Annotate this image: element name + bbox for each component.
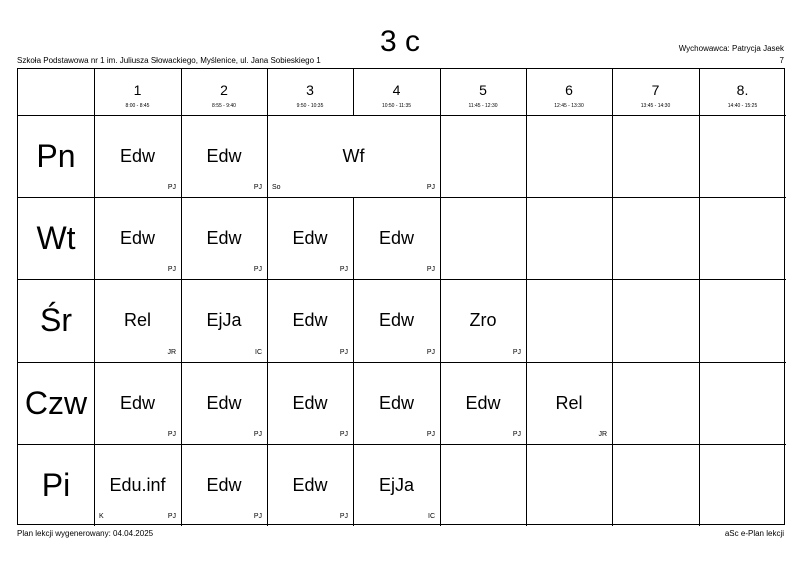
period-header-3 [267, 69, 353, 115]
lesson-subject: Wf [342, 145, 365, 166]
lesson-subject: Edw [465, 392, 501, 413]
grid-line-vertical [699, 197, 700, 279]
lesson-teacher: PJ [167, 513, 176, 520]
period-header-8 [699, 69, 786, 115]
period-number: 2 [220, 82, 228, 98]
lesson-teacher: PJ [512, 431, 521, 438]
grid-line-vertical [526, 115, 527, 197]
lesson-subject: Zro [469, 310, 497, 330]
lesson-cell[interactable] [94, 362, 181, 444]
lesson-teacher: IC [255, 349, 262, 356]
period-time: 14:40 - 15:25 [727, 103, 758, 109]
grid-line-vertical [181, 115, 182, 197]
grid-line-vertical [612, 362, 613, 444]
day-label: Pn [36, 137, 76, 174]
day-label-cell [18, 197, 94, 279]
day-label: Śr [40, 302, 72, 338]
software-credit: aSc e-Plan lekcji [724, 529, 784, 538]
grid-line-vertical [612, 69, 613, 115]
class-teacher: Wychowawca: Patrycja Jasek [678, 44, 784, 53]
day-label-cell [18, 279, 94, 362]
lesson-cell[interactable] [94, 115, 181, 197]
lesson-teacher: PJ [253, 266, 262, 273]
lesson-teacher: JR [167, 349, 176, 356]
grid-line-vertical [526, 279, 527, 362]
lesson-subject: Edw [206, 392, 242, 413]
lesson-cell[interactable] [181, 197, 267, 279]
grid-line-vertical [612, 115, 613, 197]
lesson-cell[interactable] [353, 362, 440, 444]
grid-line-vertical [440, 362, 441, 444]
grid-line-vertical [353, 279, 354, 362]
lesson-cell[interactable] [353, 279, 440, 362]
grid-line-vertical [440, 197, 441, 279]
period-time: 13:45 - 14:30 [640, 103, 671, 109]
grid-line-vertical [526, 197, 527, 279]
period-number: 4 [392, 82, 401, 98]
lesson-subject: Edw [119, 392, 155, 413]
grid-line-vertical [94, 115, 95, 197]
grid-line-horizontal [18, 444, 786, 445]
lesson-cell[interactable] [94, 444, 181, 526]
lesson-cell[interactable] [267, 279, 353, 362]
timetable-grid [17, 68, 785, 525]
grid-line-vertical [181, 279, 182, 362]
grid-line-vertical [94, 279, 95, 362]
grid-line-horizontal [18, 197, 786, 198]
lesson-subject: Edw [378, 392, 414, 413]
school-name: Szkoła Podstawowa nr 1 im. Juliusza Słowackiego, Myślenice, ul. Jana Sobieskiego 1 [17, 56, 321, 65]
lesson-subject: Edw [119, 145, 155, 166]
lesson-teacher: PJ [253, 184, 262, 191]
period-header-7 [612, 69, 699, 115]
grid-line-vertical [353, 197, 354, 279]
lesson-cell[interactable] [94, 197, 181, 279]
period-time: 8:00 - 8:45 [125, 103, 150, 109]
grid-line-vertical [181, 362, 182, 444]
grid-line-vertical [94, 69, 95, 115]
grid-line-vertical [267, 197, 268, 279]
period-number: 6 [565, 82, 573, 98]
lesson-teacher: PJ [253, 513, 262, 520]
grid-line-vertical [353, 69, 354, 115]
day-label-cell [18, 362, 94, 444]
lesson-subject: EjJa [378, 474, 414, 495]
period-number: 5 [479, 82, 487, 98]
grid-line-vertical [699, 279, 700, 362]
grid-line-vertical [181, 69, 182, 115]
lesson-cell[interactable] [353, 444, 440, 526]
grid-line-vertical [612, 279, 613, 362]
lesson-teacher: PJ [339, 266, 348, 273]
generated-date: Plan lekcji wygenerowany: 04.04.2025 [17, 529, 154, 538]
grid-line-vertical [94, 197, 95, 279]
day-label-cell [18, 115, 94, 197]
period-header-1 [94, 69, 181, 115]
period-header-4 [353, 69, 440, 115]
grid-line-vertical [699, 444, 700, 526]
grid-line-vertical [440, 115, 441, 197]
grid-line-vertical [526, 69, 527, 115]
lesson-subject: Edu.inf [109, 474, 166, 495]
grid-line-horizontal [18, 115, 786, 116]
period-time: 11:45 - 12:30 [468, 103, 498, 109]
grid-line-vertical [267, 362, 268, 444]
grid-line-vertical [94, 362, 95, 444]
class-title: 3 c [379, 25, 421, 58]
period-header-2 [181, 69, 267, 115]
page-number: 7 [779, 56, 784, 65]
period-header-6 [526, 69, 612, 115]
lesson-cell[interactable] [267, 197, 353, 279]
period-time: 8:55 - 9:40 [212, 103, 236, 109]
grid-line-vertical [526, 444, 527, 526]
grid-line-vertical [440, 444, 441, 526]
lesson-teacher: JR [598, 431, 607, 438]
lesson-teacher: PJ [339, 431, 348, 438]
grid-line-vertical [267, 279, 268, 362]
grid-line-vertical [440, 279, 441, 362]
grid-line-vertical [353, 444, 354, 526]
lesson-cell[interactable] [267, 115, 440, 197]
lesson-subject: Edw [206, 474, 242, 495]
lesson-teacher: PJ [167, 184, 176, 191]
lesson-teacher: PJ [167, 266, 176, 273]
period-time: 10:50 - 11:35 [381, 103, 412, 109]
period-header-5 [440, 69, 526, 115]
grid-line-vertical [612, 444, 613, 526]
lesson-subject: Edw [378, 310, 414, 330]
lesson-teacher: PJ [426, 431, 435, 438]
lesson-cell[interactable] [353, 197, 440, 279]
grid-line-horizontal [18, 279, 786, 280]
lesson-teacher: PJ [167, 431, 176, 438]
lesson-teacher: PJ [339, 513, 348, 520]
lesson-room: K [99, 513, 104, 520]
lesson-subject: Edw [292, 310, 328, 330]
lesson-teacher: PJ [512, 349, 521, 356]
lesson-cell[interactable] [181, 362, 267, 444]
lesson-subject: Edw [119, 227, 155, 248]
period-number: 1 [133, 82, 142, 98]
grid-line-vertical [526, 362, 527, 444]
day-label: Wt [36, 219, 76, 256]
lesson-cell[interactable] [181, 115, 267, 197]
lesson-cell[interactable] [267, 362, 353, 444]
day-label: Czw [24, 384, 88, 421]
period-number: 3 [306, 82, 314, 98]
grid-line-vertical [267, 69, 268, 115]
day-label-cell [18, 444, 94, 526]
lesson-cell[interactable] [181, 279, 267, 362]
period-time: 12:45 - 13:30 [554, 103, 584, 109]
grid-line-vertical [353, 362, 354, 444]
lesson-cell[interactable] [94, 279, 181, 362]
grid-line-vertical [94, 444, 95, 526]
grid-line-vertical [267, 444, 268, 526]
lesson-teacher: PJ [253, 431, 262, 438]
day-label: Pi [41, 466, 71, 503]
lesson-teacher: PJ [426, 349, 435, 356]
grid-line-vertical [440, 69, 441, 115]
lesson-cell[interactable] [267, 444, 353, 526]
lesson-cell[interactable] [181, 444, 267, 526]
lesson-subject: Edw [292, 474, 328, 495]
lesson-subject: EjJa [206, 310, 242, 330]
lesson-teacher: IC [428, 513, 435, 520]
lesson-subject: Edw [206, 145, 242, 166]
lesson-subject: Edw [292, 227, 328, 248]
lesson-cell[interactable] [440, 279, 526, 362]
grid-line-vertical [612, 197, 613, 279]
grid-line-vertical [181, 444, 182, 526]
lesson-subject: Edw [378, 227, 414, 248]
grid-line-vertical [267, 115, 268, 197]
lesson-room: So [272, 184, 281, 191]
grid-line-vertical [699, 362, 700, 444]
lesson-teacher: PJ [426, 266, 435, 273]
grid-line-vertical [699, 69, 700, 115]
period-time: 9:50 - 10:35 [296, 103, 324, 109]
grid-line-vertical [699, 115, 700, 197]
lesson-teacher: PJ [426, 184, 435, 191]
grid-line-vertical [181, 197, 182, 279]
lesson-subject: Edw [206, 227, 242, 248]
lesson-subject: Rel [555, 392, 583, 413]
period-number: 8. [736, 82, 749, 98]
lesson-cell[interactable] [526, 362, 612, 444]
lesson-subject: Edw [292, 392, 328, 413]
lesson-teacher: PJ [339, 349, 348, 356]
grid-line-horizontal [18, 362, 786, 363]
lesson-subject: Rel [123, 310, 151, 330]
lesson-cell[interactable] [440, 362, 526, 444]
period-number: 7 [651, 82, 660, 98]
